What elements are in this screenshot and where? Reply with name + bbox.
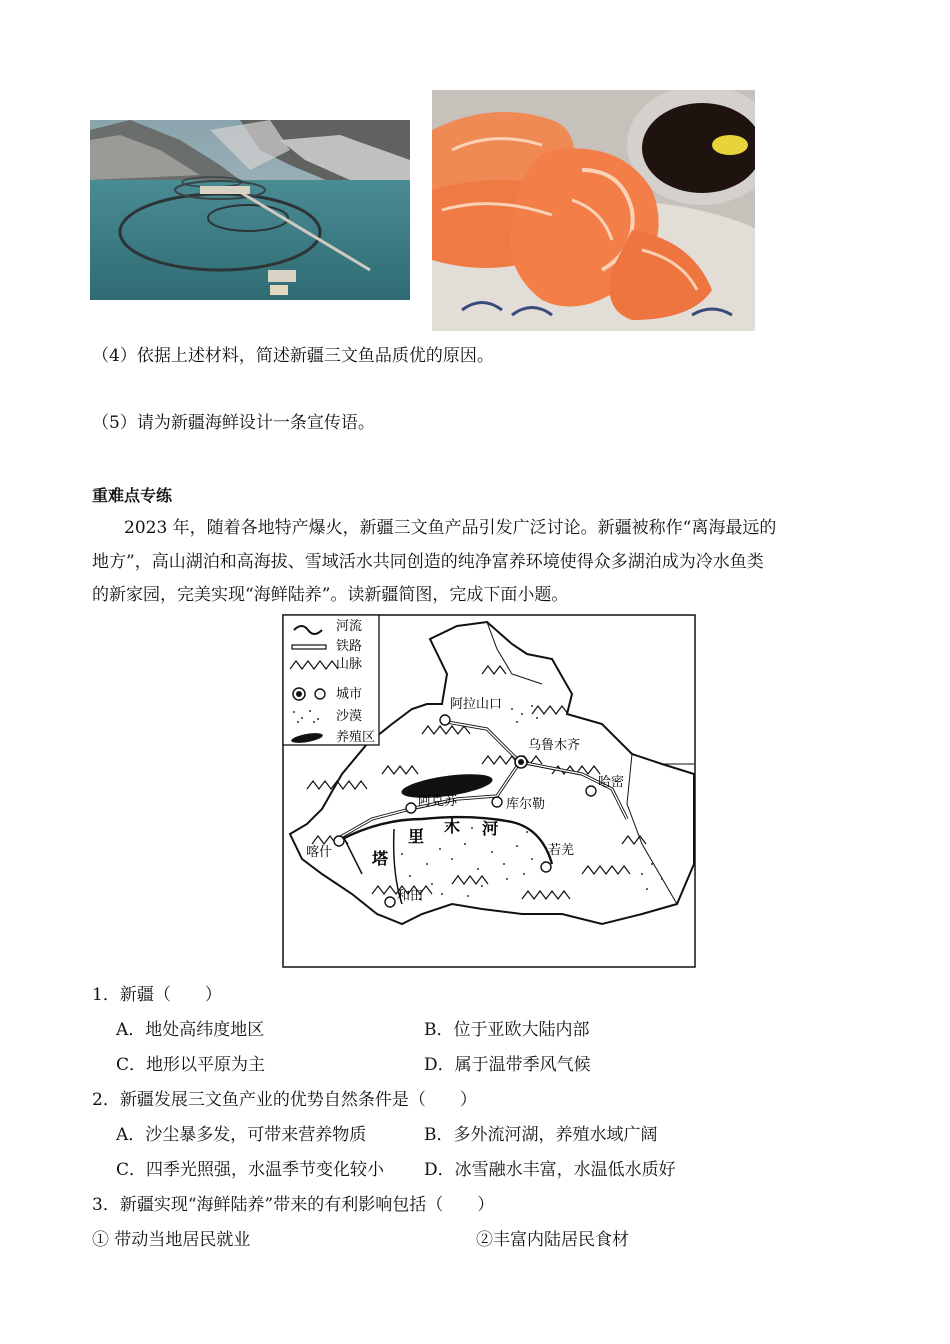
question-1-stem: 1．新疆（ ） — [92, 985, 222, 1005]
river-char-ta: 塔 — [372, 849, 389, 868]
legend-railway: 铁路 — [336, 639, 363, 654]
question-3-item-2: ②丰富内陆居民食材 — [476, 1230, 629, 1250]
river-char-mu: 木 — [444, 817, 461, 836]
question-1-option-a[interactable]: A．地处高纬度地区 — [116, 1020, 265, 1040]
xinjiang-map — [282, 614, 696, 968]
paragraph-line-2: 地方”，高山湖泊和高海拔、雪域活水共同创造的纯净富养环境使得众多湖泊成为冷水鱼类 — [92, 552, 764, 572]
city-hami: 哈密 — [598, 775, 625, 790]
question-1-option-d[interactable]: D．属于温带季风气候 — [424, 1055, 591, 1075]
question-5: （5）请为新疆海鲜设计一条宣传语。 — [92, 413, 375, 433]
question-3-item-1: ① 带动当地居民就业 — [92, 1230, 251, 1250]
legend-city: 城市 — [336, 687, 363, 702]
question-2-option-a[interactable]: A．沙尘暴多发，可带来营养物质 — [116, 1125, 367, 1145]
legend-desert: 沙漠 — [336, 709, 363, 724]
city-korla: 库尔勒 — [506, 797, 546, 812]
legend-mountain: 山脉 — [336, 657, 363, 672]
city-hotan: 和田 — [397, 889, 424, 904]
question-2-stem: 2．新疆发展三文鱼产业的优势自然条件是（ ） — [92, 1090, 477, 1110]
fish-farm-photo — [90, 120, 410, 300]
city-alashankou: 阿拉山口 — [450, 697, 503, 712]
paragraph-line-1: 2023 年，随着各地特产爆火，新疆三文鱼产品引发广泛讨论。新疆被称作“离海最远的 — [124, 518, 777, 538]
question-1-option-b[interactable]: B．位于亚欧大陆内部 — [424, 1020, 590, 1040]
question-1-option-c[interactable]: C．地形以平原为主 — [116, 1055, 266, 1075]
question-3-stem: 3．新疆实现“海鲜陆养”带来的有利影响包括（ ） — [92, 1195, 495, 1215]
city-kashgar: 喀什 — [306, 845, 333, 860]
question-2-option-c[interactable]: C．四季光照强，水温季节变化较小 — [116, 1160, 385, 1180]
paragraph-line-3: 的新家园，完美实现“海鲜陆养”。读新疆简图，完成下面小题。 — [92, 585, 569, 605]
question-2-option-b[interactable]: B．多外流河湖，养殖水域广阔 — [424, 1125, 658, 1145]
salmon-sashimi-photo — [432, 90, 755, 331]
city-urumqi: 乌鲁木齐 — [528, 738, 581, 753]
city-aksu: 阿克苏 — [418, 794, 458, 809]
legend-river: 河流 — [336, 619, 363, 634]
question-2-option-d[interactable]: D．冰雪融水丰富，水温低水质好 — [424, 1160, 676, 1180]
river-char-li: 里 — [408, 827, 425, 846]
river-char-he: 河 — [482, 819, 499, 838]
city-ruoqiang: 若羌 — [548, 843, 575, 858]
legend-farm: 养殖区 — [336, 730, 376, 745]
section-title: 重难点专练 — [92, 486, 173, 505]
question-4: （4）依据上述材料，简述新疆三文鱼品质优的原因。 — [92, 346, 494, 366]
